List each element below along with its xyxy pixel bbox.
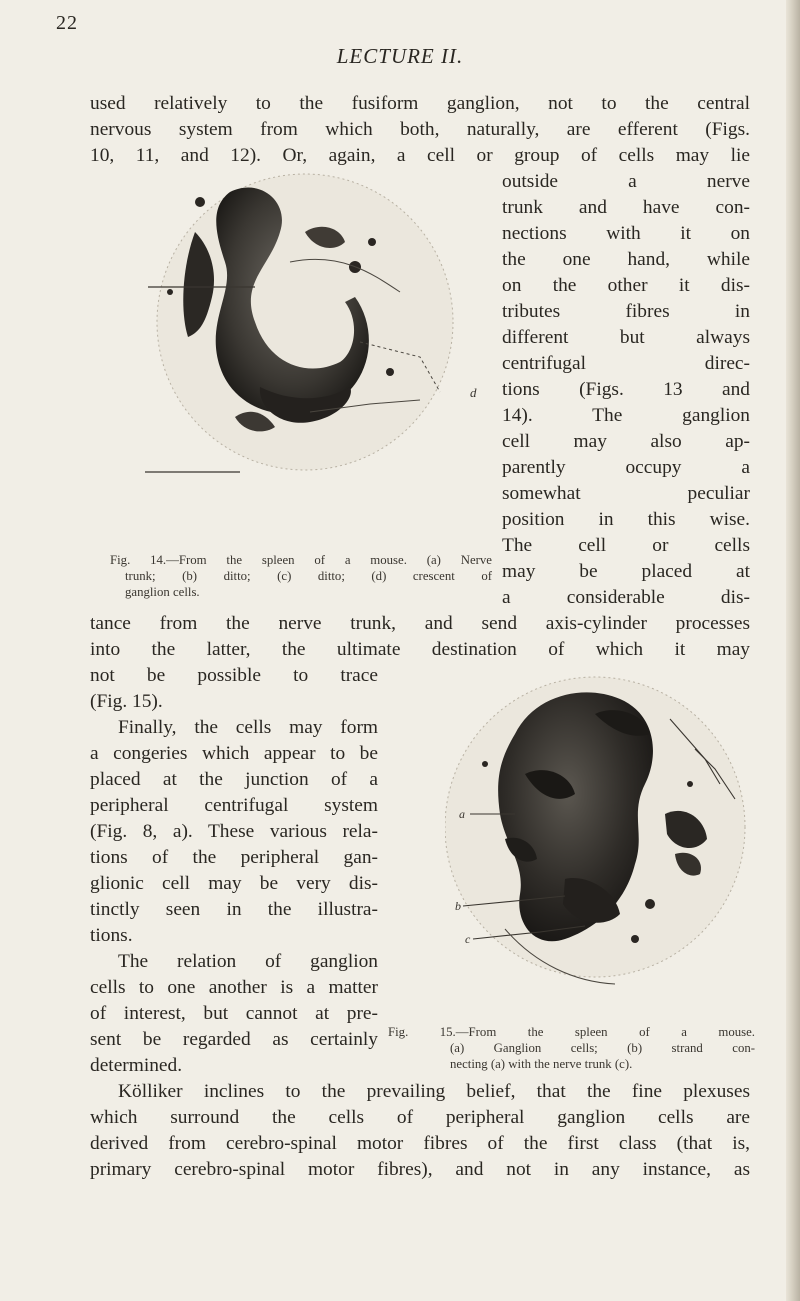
text-line: the one hand, while <box>502 249 750 270</box>
figure-14-illustration <box>140 172 485 548</box>
figure-15-caption-line: Fig. 15.—From the spleen of a mouse. <box>388 1025 755 1039</box>
page-number: 22 <box>56 12 78 34</box>
text-line: on the other it dis- <box>502 275 750 296</box>
page-edge <box>786 0 800 1301</box>
text-line: (Fig. 8, a). These various rela- <box>90 821 378 842</box>
text-line: a considerable dis- <box>502 587 750 608</box>
text-line: tions of the peripheral gan- <box>90 847 378 868</box>
figure-14-caption-line: trunk; (b) ditto; (c) ditto; (d) crescent of <box>125 569 492 583</box>
text-line: not be possible to trace <box>90 665 378 686</box>
figure-15-illustration <box>445 664 763 1022</box>
text-line: The relation of ganglion <box>118 951 378 972</box>
text-line: derived from cerebro-spinal motor fibres of the first class (that is, <box>90 1133 750 1154</box>
text-line: Finally, the cells may form <box>118 717 378 738</box>
running-head: LECTURE II. <box>336 44 464 68</box>
text-line: somewhat peculiar <box>502 483 750 504</box>
text-line: 14). The ganglion <box>502 405 750 426</box>
figure-15-label-a: a <box>459 807 465 821</box>
text-line: used relatively to the fusiform ganglion, not to the central <box>90 93 750 114</box>
text-line: may be placed at <box>502 561 750 582</box>
text-line: placed at the junction of a <box>90 769 378 790</box>
text-line: tributes fibres in <box>502 301 750 322</box>
figure-15-label-b: b <box>455 899 461 913</box>
text-line: different but always <box>502 327 750 348</box>
text-line: peripheral centrifugal system <box>90 795 378 816</box>
text-line: tinctly seen in the illustra- <box>90 899 378 920</box>
text-line: parently occupy a <box>502 457 750 478</box>
text-line: sent be regarded as certainly <box>90 1029 378 1050</box>
text-line: Kölliker inclines to the prevailing belief, that the fine plexuses <box>118 1081 750 1102</box>
text-line: primary cerebro-spinal motor fibres), and not in any instance, as <box>90 1159 750 1180</box>
text-line: 10, 11, and 12). Or, again, a cell or group of cells may lie <box>90 145 750 166</box>
text-line: tance from the nerve trunk, and send axis-cylinder processes <box>90 613 750 634</box>
figure-14-label-d: d <box>470 385 477 400</box>
text-line: nervous system from which both, naturally, are efferent (Figs. <box>90 119 750 140</box>
text-line: of interest, but cannot at pre- <box>90 1003 378 1024</box>
text-line: nections with it on <box>502 223 750 244</box>
figure-15-caption-line: (a) Ganglion cells; (b) strand con- <box>450 1041 755 1055</box>
text-line: cell may also ap- <box>502 431 750 452</box>
text-line: cells to one another is a matter <box>90 977 378 998</box>
text-line: outside a nerve <box>502 171 750 192</box>
text-line: tions (Figs. 13 and <box>502 379 750 400</box>
text-line: trunk and have con- <box>502 197 750 218</box>
text-line: determined. <box>90 1055 183 1076</box>
text-line: position in this wise. <box>502 509 750 530</box>
text-line: a congeries which appear to be <box>90 743 378 764</box>
text-line: The cell or cells <box>502 535 750 556</box>
figure-14-caption-line: ganglion cells. <box>125 585 200 599</box>
text-line: into the latter, the ultimate destination of which it may <box>90 639 750 660</box>
text-line: which surround the cells of peripheral ganglion cells are <box>90 1107 750 1128</box>
text-line: (Fig. 15). <box>90 691 163 712</box>
text-line: centrifugal direc- <box>502 353 750 374</box>
text-line: tions. <box>90 925 133 946</box>
text-line: glionic cell may be very dis- <box>90 873 378 894</box>
figure-15-caption-line: necting (a) with the nerve trunk (c). <box>450 1057 633 1071</box>
figure-15-label-c: c <box>465 932 471 946</box>
figure-14-caption-line: Fig. 14.—From the spleen of a mouse. (a) Nerve <box>110 553 492 567</box>
